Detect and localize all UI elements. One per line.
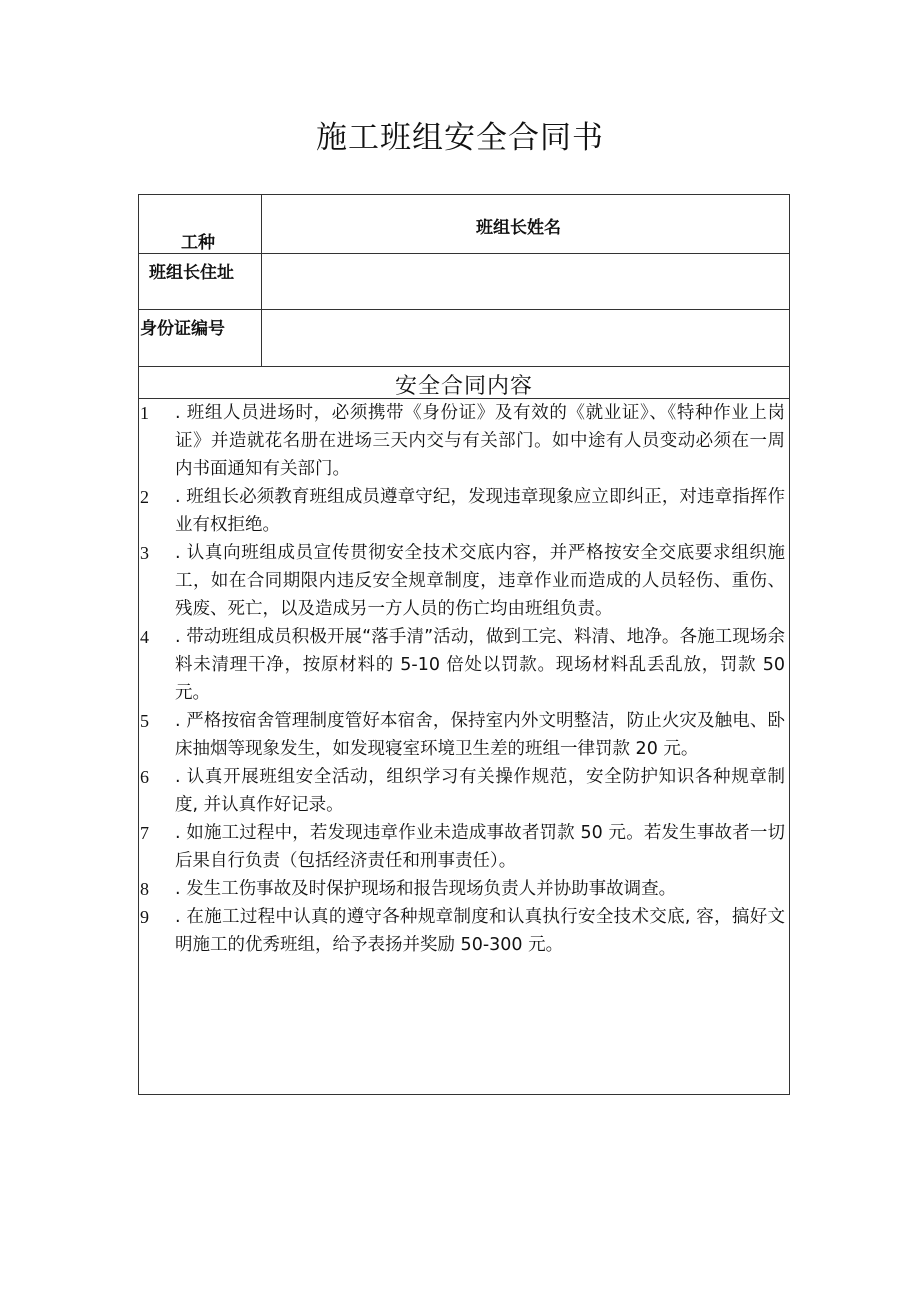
clause-number: 1 [140,403,149,423]
clause-text: . 班组人员进场时，必须携带《身份证》及有效的《就业证》、《特种作业上岗证》并造就花名册在进场三天内交与有关部门。如中途有人员变动必须在一周内书面通知有关部门。 [175,403,785,479]
clause-number: 8 [140,879,149,899]
contract-section-heading: 安全合同内容 [394,374,533,399]
clause-number: 9 [140,907,149,927]
id-number-value[interactable] [263,311,789,366]
leader-name-label: 班组长姓名 [476,218,561,238]
clause-item [139,623,789,707]
clause-text: . 严格按宿舍管理制度管好本宿舍，保持室内外文明整洁，防止火灾及触电、卧床抽烟等现象发生，如发现寝室环境卫生差的班组一律罚款 20 元。 [175,711,785,759]
contract-form [138,194,790,1095]
clause-item [139,483,789,539]
clause-text: . 班组长必须教育班组成员遵章守纪，发现违章现象应立即纠正，对违章指挥作业有权拒绝。 [175,487,785,535]
clause-number: 7 [140,823,149,843]
column-divider [261,195,262,366]
clause-number: 3 [140,543,149,563]
clause-text: . 认真开展班组安全活动，组织学习有关操作规范，安全防护知识各种规章制度, 并认真作好记录。 [175,767,785,815]
clause-item [139,707,789,763]
clause-text: . 发生工伤事故及时保护现场和报告现场负责人并协助事故调查。 [175,879,677,899]
clause-item [139,399,789,483]
clause-number: 2 [140,487,149,507]
row-divider-3 [139,366,789,367]
clause-text: . 带动班组成员积极开展“落手清”活动，做到工完、料清、地净。各施工现场余料未清理干净，按原材料的 5-10 倍处以罚款。现场材料乱丢乱放，罚款 50 元。 [175,627,785,703]
clause-item [139,539,789,623]
clause-text: . 如施工过程中，若发现违章作业未造成事故者罚款 50 元。若发生事故者一切后果自行负责（包括经济责任和刑事责任）。 [175,823,785,871]
clause-item [139,875,789,903]
clause-number: 4 [140,627,149,647]
row-divider-1 [139,253,789,254]
row-divider-2 [139,309,789,310]
leader-address-value[interactable] [263,255,789,309]
clause-text: . 认真向班组成员宣传贯彻安全技术交底内容，并严格按安全交底要求组织施工，如在合同期限内违反安全规章制度，违章作业而造成的人员轻伤、重伤、残废、死亡，以及造成另一方人员的伤亡均由班组负责。 [175,543,785,619]
clause-number: 6 [140,767,149,787]
trade-label: 工种 [181,233,215,253]
clause-list [139,399,789,959]
clause-number: 5 [140,711,149,731]
clause-item [139,763,789,819]
leader-address-label: 班组长住址 [149,263,234,283]
document-title: 施工班组安全合同书 [316,120,604,156]
clause-item [139,903,789,959]
id-number-label: 身份证编号 [140,319,225,339]
clause-item [139,819,789,875]
clause-text: . 在施工过程中认真的遵守各种规章制度和认真执行安全技术交底, 容，搞好文明施工的优秀班组，给予表扬并奖励 50-300 元。 [175,907,785,955]
